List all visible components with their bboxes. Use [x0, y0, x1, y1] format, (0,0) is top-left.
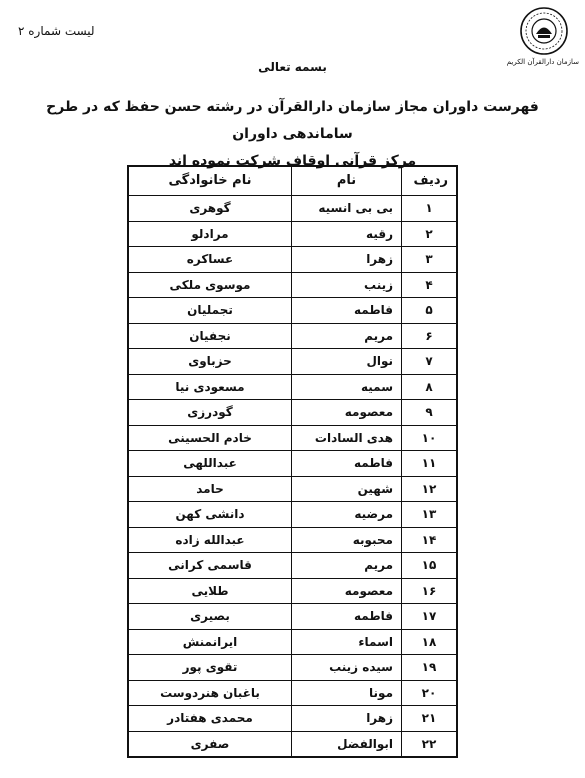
cell-radif: ۱۲: [402, 476, 458, 502]
cell-radif: ۲۱: [402, 706, 458, 732]
cell-radif: ۱۵: [402, 553, 458, 579]
cell-name: زهرا: [292, 247, 402, 273]
cell-family: ایرانمنش: [128, 629, 292, 655]
cell-radif: ۱۰: [402, 425, 458, 451]
cell-family: عساکره: [128, 247, 292, 273]
cell-radif: ۲۰: [402, 680, 458, 706]
cell-name: معصومه: [292, 578, 402, 604]
cell-radif: ۱۴: [402, 527, 458, 553]
title-line-1: فهرست داوران مجاز سازمان دارالقرآن در رشته حسن حفظ که در طرح ساماندهی داوران: [46, 99, 539, 142]
table-row: [128, 578, 457, 604]
cell-name: مریم: [292, 553, 402, 579]
header-radif: ردیف: [402, 166, 458, 196]
table-row: [128, 731, 457, 757]
table-row: [128, 680, 457, 706]
table-row: [128, 527, 457, 553]
cell-radif: ۱۹: [402, 655, 458, 681]
table-row: [128, 323, 457, 349]
table-row: [128, 476, 457, 502]
logo-caption: سازمان دارالقرآن الکریم: [506, 58, 579, 66]
table-row: [128, 374, 457, 400]
cell-family: قاسمی کرانی: [128, 553, 292, 579]
cell-radif: ۳: [402, 247, 458, 273]
cell-family: باغبان هنردوست: [128, 680, 292, 706]
organization-seal-icon: [519, 6, 569, 56]
table-row: [128, 400, 457, 426]
cell-family: دانشی کهن: [128, 502, 292, 528]
header-family: نام خانوادگی: [128, 166, 292, 196]
cell-radif: ۹: [402, 400, 458, 426]
cell-radif: ۱۳: [402, 502, 458, 528]
cell-name: مرضیه: [292, 502, 402, 528]
cell-radif: ۶: [402, 323, 458, 349]
cell-radif: ۲: [402, 221, 458, 247]
table-row: [128, 349, 457, 375]
cell-radif: ۷: [402, 349, 458, 375]
cell-family: گودرزی: [128, 400, 292, 426]
referees-table: [127, 165, 458, 758]
cell-name: معصومه: [292, 400, 402, 426]
cell-family: محمدی هفتادر: [128, 706, 292, 732]
cell-name: رقیه: [292, 221, 402, 247]
table-row: [128, 247, 457, 273]
table-row: [128, 196, 457, 222]
title-line-2: مرکز قرآنی اوقاف شرکت نموده اند: [168, 153, 417, 169]
table-header-row: [128, 166, 457, 196]
cell-radif: ۵: [402, 298, 458, 324]
cell-family: خادم الحسینی: [128, 425, 292, 451]
cell-family: بصیری: [128, 604, 292, 630]
cell-name: شهین: [292, 476, 402, 502]
cell-name: مونا: [292, 680, 402, 706]
cell-family: مسعودی نیا: [128, 374, 292, 400]
cell-radif: ۱۶: [402, 578, 458, 604]
table-row: [128, 655, 457, 681]
cell-name: اسماء: [292, 629, 402, 655]
cell-family: طلایی: [128, 578, 292, 604]
cell-family: نجفیان: [128, 323, 292, 349]
cell-name: هدی السادات: [292, 425, 402, 451]
cell-radif: ۸: [402, 374, 458, 400]
cell-family: عبداللهی: [128, 451, 292, 477]
cell-name: فاطمه: [292, 604, 402, 630]
cell-family: حزباوی: [128, 349, 292, 375]
cell-name: فاطمه: [292, 451, 402, 477]
cell-family: حامد: [128, 476, 292, 502]
header-name: نام: [292, 166, 402, 196]
cell-name: سیده زینب: [292, 655, 402, 681]
cell-name: زهرا: [292, 706, 402, 732]
cell-family: عبدالله زاده: [128, 527, 292, 553]
cell-family: گوهری: [128, 196, 292, 222]
cell-family: تجملیان: [128, 298, 292, 324]
table-row: [128, 706, 457, 732]
table-row: [128, 629, 457, 655]
cell-name: نوال: [292, 349, 402, 375]
cell-name: مریم: [292, 323, 402, 349]
cell-radif: ۱۱: [402, 451, 458, 477]
table-row: [128, 221, 457, 247]
cell-family: صفری: [128, 731, 292, 757]
cell-name: ابوالفضل: [292, 731, 402, 757]
table-row: [128, 604, 457, 630]
table-row: [128, 451, 457, 477]
cell-name: زینب: [292, 272, 402, 298]
table-row: [128, 425, 457, 451]
cell-radif: ۱۸: [402, 629, 458, 655]
cell-name: سمیه: [292, 374, 402, 400]
cell-family: تقوی پور: [128, 655, 292, 681]
cell-radif: ۱: [402, 196, 458, 222]
cell-radif: ۴: [402, 272, 458, 298]
cell-name: بی بی انسیه: [292, 196, 402, 222]
cell-family: موسوی ملکی: [128, 272, 292, 298]
cell-radif: ۱۷: [402, 604, 458, 630]
table-row: [128, 298, 457, 324]
table-row: [128, 502, 457, 528]
cell-name: محبوبه: [292, 527, 402, 553]
cell-family: مرادلو: [128, 221, 292, 247]
table-row: [128, 553, 457, 579]
document-title: [20, 94, 565, 175]
list-number: لیست شماره ۲: [18, 24, 95, 38]
cell-radif: ۲۲: [402, 731, 458, 757]
cell-name: فاطمه: [292, 298, 402, 324]
table-row: [128, 272, 457, 298]
bismillah: بسمه تعالی: [258, 60, 327, 74]
